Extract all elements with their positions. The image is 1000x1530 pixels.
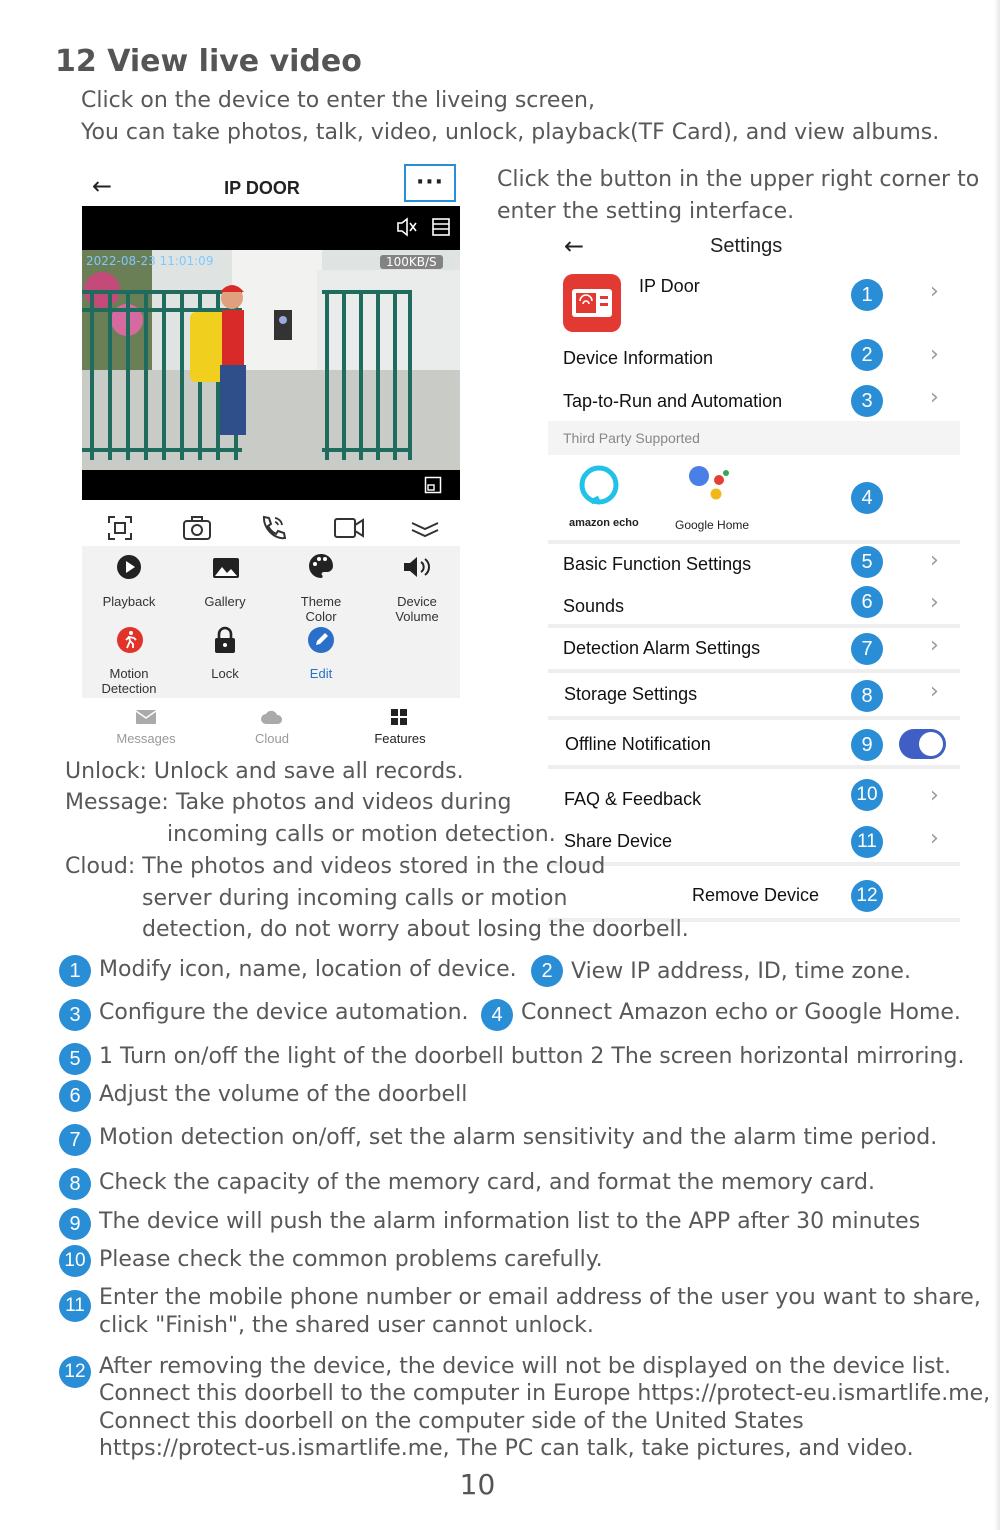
chevron-right-icon[interactable]: › bbox=[930, 633, 939, 658]
note-11-line-2: click "Finish", the shared user cannot unlock. bbox=[99, 1313, 594, 1338]
record-video-icon[interactable] bbox=[332, 512, 366, 544]
features-icon[interactable] bbox=[388, 707, 410, 727]
settings-caption-1: Click the button in the upper right corner to bbox=[497, 167, 980, 192]
marker-1: 1 bbox=[851, 279, 883, 311]
intro-line-2: You can take photos, talk, video, unlock, playback(TF Card), and view albums. bbox=[81, 120, 940, 145]
chevron-right-icon[interactable]: › bbox=[930, 279, 939, 304]
page-title: 12 View live video bbox=[55, 44, 362, 79]
note-marker-10: 10 bbox=[59, 1245, 91, 1277]
note-5: 1 Turn on/off the light of the doorbell button 2 The screen horizontal mirroring. bbox=[99, 1044, 965, 1069]
chevron-right-icon[interactable]: › bbox=[930, 548, 939, 573]
page-edge bbox=[994, 0, 1000, 1530]
note-12-line-3: Connect this doorbell on the computer side of the United States bbox=[99, 1409, 804, 1434]
device-icon[interactable] bbox=[563, 274, 621, 332]
message-text-1: Message: Take photos and videos during bbox=[65, 790, 512, 815]
note-12-line-2: Connect this doorbell to the computer in Europe https://protect-eu.ismartlife.me, bbox=[99, 1381, 991, 1406]
more-dots-icon: ··· bbox=[415, 170, 445, 195]
palette-icon[interactable] bbox=[307, 552, 335, 580]
edit-icon[interactable] bbox=[307, 626, 335, 654]
grid-label-theme-color[interactable]: Theme Color bbox=[300, 594, 342, 624]
row-device-information[interactable]: Device Information bbox=[563, 348, 714, 368]
note-marker-12: 12 bbox=[59, 1356, 91, 1388]
cloud-text-3: detection, do not worry about losing the doorbell. bbox=[142, 917, 689, 942]
chevron-right-icon[interactable]: › bbox=[930, 679, 939, 704]
back-arrow-icon[interactable]: ← bbox=[92, 172, 113, 200]
row-detection-alarm-settings[interactable]: Detection Alarm Settings bbox=[563, 638, 761, 658]
row-storage-settings[interactable]: Storage Settings bbox=[564, 684, 698, 704]
row-tap-to-run[interactable]: Tap-to-Run and Automation bbox=[563, 391, 783, 411]
message-text-2: incoming calls or motion detection. bbox=[167, 822, 556, 847]
screen-layout-icon[interactable] bbox=[428, 214, 454, 240]
marker-3: 3 bbox=[851, 385, 883, 417]
nav-cloud[interactable]: Cloud bbox=[255, 731, 289, 746]
note-12-line-1: After removing the device, the device will not be displayed on the device list. bbox=[99, 1354, 952, 1379]
note-marker-7: 7 bbox=[59, 1124, 91, 1156]
note-6: Adjust the volume of the doorbell bbox=[99, 1082, 468, 1107]
chevron-right-icon[interactable]: › bbox=[930, 783, 939, 808]
note-10: Please check the common problems carefully. bbox=[99, 1247, 603, 1272]
phone-screen bbox=[82, 160, 460, 750]
device-name[interactable]: IP Door bbox=[639, 276, 700, 296]
divider bbox=[548, 624, 960, 628]
settings-back-icon[interactable]: ← bbox=[564, 232, 585, 260]
grid-label-playback[interactable]: Playback bbox=[102, 594, 156, 609]
note-marker-11: 11 bbox=[59, 1290, 91, 1322]
more-menu-button[interactable] bbox=[404, 164, 456, 202]
feature-grid bbox=[82, 546, 460, 698]
note-8: Check the capacity of the memory card, and format the memory card. bbox=[99, 1170, 876, 1195]
collapse-chevron-icon[interactable] bbox=[408, 512, 442, 544]
chevron-right-icon[interactable]: › bbox=[930, 590, 939, 615]
marker-7: 7 bbox=[851, 633, 883, 665]
live-video-panel[interactable] bbox=[82, 206, 460, 500]
grid-label-device-volume[interactable]: Device Volume bbox=[395, 594, 439, 624]
third-party-section bbox=[548, 421, 960, 455]
intro-line-1: Click on the device to enter the liveing screen, bbox=[81, 88, 595, 113]
note-1: Modify icon, name, location of device. bbox=[99, 957, 517, 982]
marker-9: 9 bbox=[851, 729, 883, 761]
google-assistant-icon[interactable] bbox=[686, 464, 732, 508]
divider bbox=[548, 765, 960, 769]
marker-2: 2 bbox=[851, 339, 883, 371]
note-marker-4: 4 bbox=[481, 999, 513, 1031]
messages-icon[interactable] bbox=[134, 708, 158, 726]
device-title: IP DOOR bbox=[224, 178, 300, 198]
marker-10: 10 bbox=[851, 779, 883, 811]
nav-messages[interactable]: Messages bbox=[116, 731, 176, 746]
talk-phone-icon[interactable] bbox=[256, 512, 288, 544]
note-marker-3: 3 bbox=[59, 999, 91, 1031]
unlock-text: Unlock: Unlock and save all records. bbox=[65, 759, 464, 784]
row-sounds[interactable]: Sounds bbox=[563, 596, 625, 616]
row-share-device[interactable]: Share Device bbox=[564, 831, 673, 851]
note-2: View IP address, ID, time zone. bbox=[571, 959, 911, 984]
note-marker-1: 1 bbox=[59, 955, 91, 987]
lock-icon[interactable] bbox=[212, 626, 238, 654]
cloud-icon[interactable] bbox=[260, 708, 284, 726]
marker-6: 6 bbox=[851, 586, 883, 618]
note-4: Connect Amazon echo or Google Home. bbox=[521, 1000, 961, 1025]
camera-feed-image bbox=[82, 250, 460, 470]
marker-11: 11 bbox=[851, 826, 883, 858]
note-3: Configure the device automation. bbox=[99, 1000, 469, 1025]
page-number: 10 bbox=[459, 1468, 496, 1501]
note-marker-2: 2 bbox=[531, 955, 563, 987]
bitrate-badge: 100KB/S bbox=[380, 255, 443, 269]
grid-label-motion-detection[interactable]: Motion Detection bbox=[101, 666, 157, 696]
cloud-text-1: Cloud: The photos and videos stored in the cloud bbox=[65, 854, 606, 879]
note-marker-9: 9 bbox=[59, 1208, 91, 1240]
note-marker-5: 5 bbox=[59, 1043, 91, 1075]
grid-label-gallery[interactable]: Gallery bbox=[204, 594, 246, 609]
row-offline-notification: Offline Notification bbox=[565, 734, 711, 754]
chevron-right-icon[interactable]: › bbox=[930, 385, 939, 410]
divider bbox=[548, 716, 960, 720]
offline-notification-toggle[interactable] bbox=[899, 729, 946, 759]
marker-4: 4 bbox=[851, 482, 883, 514]
nav-features[interactable]: Features bbox=[374, 731, 426, 746]
third-party-label: Third Party Supported bbox=[563, 430, 700, 446]
marker-8: 8 bbox=[851, 680, 883, 712]
cloud-text-2: server during incoming calls or motion bbox=[142, 886, 568, 911]
row-basic-function-settings[interactable]: Basic Function Settings bbox=[563, 554, 752, 574]
google-home-label: Google Home bbox=[675, 518, 750, 532]
marker-12: 12 bbox=[851, 880, 883, 912]
remove-device-button[interactable]: Remove Device bbox=[692, 885, 820, 905]
settings-caption-2: enter the setting interface. bbox=[497, 199, 795, 224]
note-11-line-1: Enter the mobile phone number or email address of the user you want to share, bbox=[99, 1285, 981, 1310]
chevron-right-icon[interactable]: › bbox=[930, 342, 939, 367]
chevron-right-icon[interactable]: › bbox=[930, 826, 939, 851]
motion-icon[interactable] bbox=[116, 626, 144, 654]
note-7: Motion detection on/off, set the alarm sensitivity and the alarm time period. bbox=[99, 1125, 938, 1150]
play-icon[interactable] bbox=[116, 554, 142, 580]
mute-icon[interactable] bbox=[394, 214, 420, 240]
divider bbox=[548, 669, 960, 673]
fullscreen-icon[interactable] bbox=[422, 474, 444, 496]
row-faq-feedback[interactable]: FAQ & Feedback bbox=[564, 789, 702, 809]
toggle-knob bbox=[919, 732, 943, 756]
speaker-icon[interactable] bbox=[402, 554, 432, 580]
screenshot-icon[interactable] bbox=[104, 512, 136, 544]
video-timestamp: 2022-08-23 11:01:09 bbox=[86, 254, 214, 268]
settings-title: Settings bbox=[710, 235, 783, 257]
settings-panel bbox=[548, 228, 960, 928]
grid-label-edit[interactable]: Edit bbox=[309, 666, 333, 681]
divider bbox=[548, 862, 960, 866]
divider bbox=[548, 540, 960, 544]
alexa-icon[interactable] bbox=[576, 464, 622, 508]
note-9: The device will push the alarm information list to the APP after 30 minutes bbox=[99, 1209, 921, 1234]
marker-5: 5 bbox=[851, 546, 883, 578]
camera-icon[interactable] bbox=[180, 512, 214, 544]
amazon-echo-label: amazon echo bbox=[569, 517, 639, 529]
note-marker-6: 6 bbox=[59, 1080, 91, 1112]
gallery-icon[interactable] bbox=[212, 556, 240, 580]
note-12-line-4: https://protect-us.ismartlife.me, The PC can talk, take pictures, and video. bbox=[99, 1436, 914, 1461]
grid-label-lock[interactable]: Lock bbox=[211, 666, 239, 681]
note-marker-8: 8 bbox=[59, 1168, 91, 1200]
